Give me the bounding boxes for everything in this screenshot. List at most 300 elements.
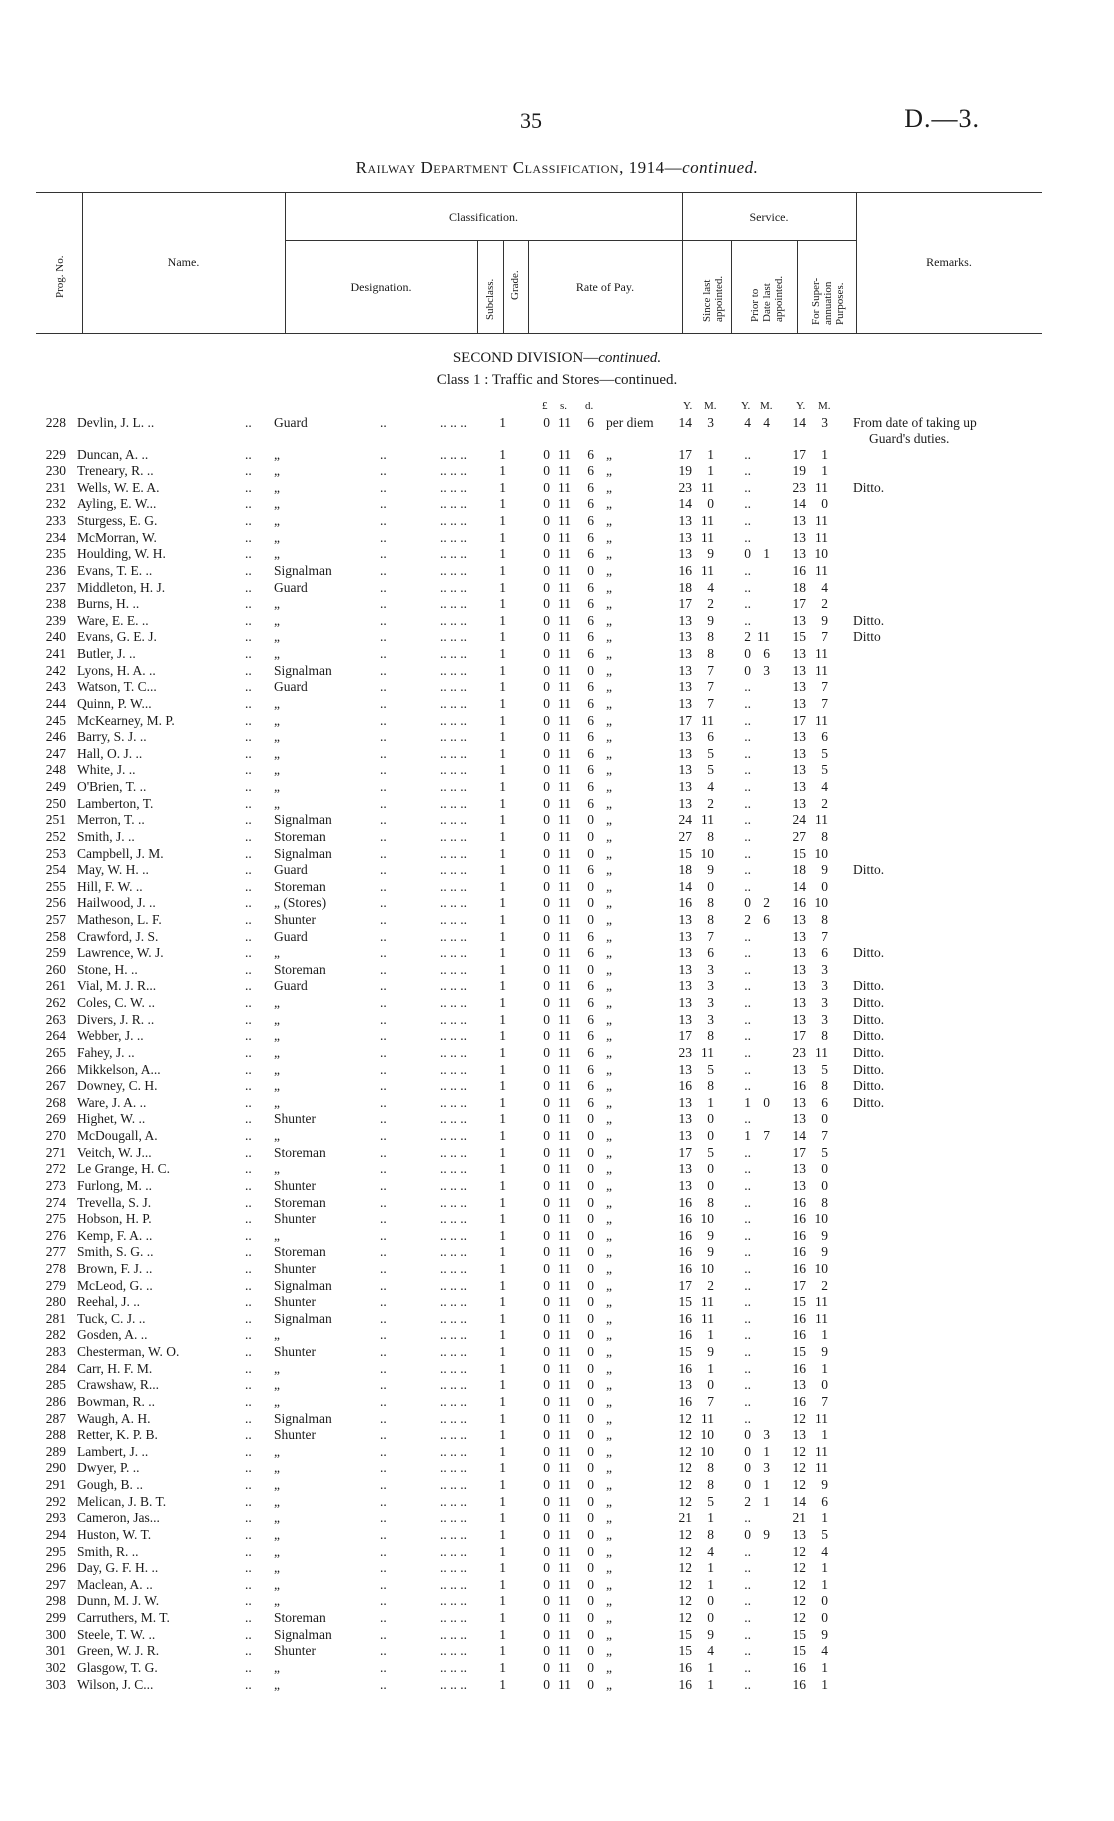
rate-shillings: 11	[558, 1211, 571, 1227]
leader-dots: ..	[380, 845, 387, 861]
rate-pence: 6	[587, 679, 594, 695]
table-row	[0, 1012, 1114, 1029]
prog-no: 299	[45, 1610, 66, 1626]
leader-dots: ..	[245, 629, 252, 645]
prog-no: 287	[45, 1410, 66, 1426]
rate-period: „	[606, 1543, 612, 1559]
designation: „	[274, 1593, 280, 1609]
leader-dots: ..	[245, 1477, 252, 1493]
prior-years: ..	[744, 1360, 751, 1376]
super-months: 2	[821, 1277, 828, 1293]
since-months: 2	[707, 596, 714, 612]
super-months: 8	[821, 1078, 828, 1094]
leader-dots: ..	[380, 1510, 387, 1526]
leader-dots: ..	[380, 479, 387, 495]
rate-pounds: 0	[543, 1377, 550, 1393]
rate-shillings: 11	[558, 1128, 571, 1144]
leader-dots: ..	[380, 1344, 387, 1360]
leader-dots: .. .. ..	[440, 795, 467, 811]
leader-dots: ..	[245, 862, 252, 878]
table-row	[0, 812, 1114, 829]
leader-dots: ..	[245, 1610, 252, 1626]
prior-years: ..	[744, 961, 751, 977]
leader-dots: ..	[380, 546, 387, 562]
leader-dots: ..	[245, 745, 252, 761]
rate-shillings: 11	[558, 1543, 571, 1559]
since-months: 9	[707, 1344, 714, 1360]
leader-dots: ..	[380, 1044, 387, 1060]
prog-no: 277	[45, 1244, 66, 1260]
since-months: 6	[707, 729, 714, 745]
leader-dots: ..	[380, 1610, 387, 1626]
leader-dots: ..	[380, 762, 387, 778]
staff-name: Evans, T. E. ..	[77, 562, 153, 578]
super-months: 1	[821, 1560, 828, 1576]
table-row	[0, 696, 1114, 713]
table-row	[0, 1128, 1114, 1145]
since-months: 8	[707, 911, 714, 927]
since-years: 15	[678, 1643, 692, 1659]
leader-dots: ..	[380, 415, 387, 430]
since-years: 16	[678, 1360, 692, 1376]
super-years: 13	[792, 1111, 806, 1127]
leader-dots: ..	[245, 895, 252, 911]
header-mid-rule	[285, 240, 856, 241]
super-years: 13	[792, 995, 806, 1011]
super-months: 4	[821, 1543, 828, 1559]
since-months: 8	[707, 629, 714, 645]
prior-years: ..	[744, 1211, 751, 1227]
rate-pounds: 0	[543, 1410, 550, 1426]
prog-no: 275	[45, 1211, 66, 1227]
rate-pence: 0	[587, 1643, 594, 1659]
subclass: 1	[499, 1460, 506, 1476]
subclass: 1	[499, 1011, 506, 1027]
prior-years: ..	[744, 1610, 751, 1626]
leader-dots: ..	[380, 729, 387, 745]
super-months: 3	[821, 995, 828, 1011]
leader-dots: ..	[380, 1427, 387, 1443]
leader-dots: .. .. ..	[440, 1028, 467, 1044]
section-title	[0, 350, 1114, 367]
rate-pence: 0	[587, 845, 594, 861]
rate-pence: 0	[587, 1244, 594, 1260]
since-years: 27	[678, 828, 692, 844]
super-months: 3	[821, 978, 828, 994]
leader-dots: ..	[380, 1111, 387, 1127]
designation: Shunter	[274, 1344, 316, 1360]
designation: „	[274, 945, 280, 961]
table-row	[0, 912, 1114, 929]
subclass: 1	[499, 513, 506, 529]
prog-no: 262	[45, 995, 66, 1011]
staff-name: Ware, J. A. ..	[77, 1094, 147, 1110]
since-months: 11	[701, 712, 714, 728]
rate-pounds: 0	[543, 1443, 550, 1459]
prog-no: 300	[45, 1626, 66, 1642]
rate-period: „	[606, 1393, 612, 1409]
table-row	[0, 1062, 1114, 1079]
leader-dots: .. .. ..	[440, 1227, 467, 1243]
leader-dots: ..	[245, 596, 252, 612]
subclass: 1	[499, 762, 506, 778]
leader-dots: .. .. ..	[440, 1643, 467, 1659]
rate-pence: 6	[587, 546, 594, 562]
prog-no: 242	[45, 662, 66, 678]
header-for-super-2: annuation	[822, 281, 834, 325]
super-years: 24	[792, 812, 806, 828]
super-years: 17	[792, 712, 806, 728]
prog-no: 243	[45, 679, 66, 695]
since-years: 16	[678, 1393, 692, 1409]
since-years: 13	[678, 1128, 692, 1144]
leader-dots: ..	[380, 1560, 387, 1576]
since-months: 3	[707, 1011, 714, 1027]
leader-dots: ..	[380, 1543, 387, 1559]
super-years: 12	[792, 1610, 806, 1626]
leader-dots: ..	[245, 1676, 252, 1692]
since-months: 4	[707, 1643, 714, 1659]
prior-years: ..	[744, 1177, 751, 1193]
table-row	[0, 1460, 1114, 1477]
leader-dots: ..	[380, 1377, 387, 1393]
prior-years: 2	[744, 629, 751, 645]
leader-dots: .. .. ..	[440, 1676, 467, 1692]
designation: Guard	[274, 862, 308, 878]
super-months: 0	[821, 1161, 828, 1177]
rate-period: „	[606, 795, 612, 811]
leader-dots: ..	[380, 1161, 387, 1177]
rate-pounds: 0	[543, 1427, 550, 1443]
staff-name: Steele, T. W. ..	[77, 1626, 156, 1642]
rate-pence: 0	[587, 1277, 594, 1293]
table-row	[0, 1377, 1114, 1394]
leader-dots: ..	[380, 1477, 387, 1493]
designation: „	[274, 1477, 280, 1493]
since-months: 3	[707, 995, 714, 1011]
staff-name: Gosden, A. ..	[77, 1327, 148, 1343]
prog-no: 282	[45, 1327, 66, 1343]
leader-dots: ..	[380, 1094, 387, 1110]
since-years: 13	[678, 795, 692, 811]
prior-years: ..	[744, 1194, 751, 1210]
rate-pounds: 0	[543, 1477, 550, 1493]
table-row	[0, 646, 1114, 663]
prior-years: ..	[744, 562, 751, 578]
since-months: 11	[701, 1410, 714, 1426]
since-years: 17	[678, 446, 692, 462]
leader-dots: ..	[245, 1144, 252, 1160]
super-months: 6	[821, 729, 828, 745]
col-divider	[477, 240, 478, 333]
leader-dots: .. .. ..	[440, 1044, 467, 1060]
prior-years: ..	[744, 596, 751, 612]
prog-no: 302	[45, 1659, 66, 1675]
staff-name: Smith, S. G. ..	[77, 1244, 154, 1260]
rate-pounds: 0	[543, 1576, 550, 1592]
leader-dots: .. .. ..	[440, 1393, 467, 1409]
rate-period: „	[606, 1044, 612, 1060]
leader-dots: ..	[245, 1626, 252, 1642]
staff-name: Smith, J. ..	[77, 828, 135, 844]
since-years: 14	[678, 878, 692, 894]
prior-years: ..	[744, 1261, 751, 1276]
prog-no: 231	[45, 479, 66, 495]
rate-period: „	[606, 779, 612, 795]
table-row	[0, 995, 1114, 1012]
leader-dots: ..	[245, 762, 252, 778]
since-months: 1	[707, 1659, 714, 1675]
rate-shillings: 11	[558, 1427, 571, 1443]
super-years: 21	[792, 1510, 806, 1526]
since-years: 13	[678, 1011, 692, 1027]
subclass: 1	[499, 978, 506, 994]
rate-shillings: 11	[558, 812, 571, 828]
staff-name: Matheson, L. F.	[77, 911, 162, 927]
rate-pence: 6	[587, 712, 594, 728]
rate-pence: 6	[587, 579, 594, 595]
leader-dots: ..	[380, 928, 387, 944]
leader-dots: ..	[245, 479, 252, 495]
super-months: 9	[821, 1626, 828, 1642]
designation: Storeman	[274, 1144, 326, 1160]
rate-period: „	[606, 1410, 612, 1426]
subclass: 1	[499, 1028, 506, 1044]
rate-pounds: 0	[543, 1144, 550, 1160]
rate-pence: 6	[587, 795, 594, 811]
subclass: 1	[499, 779, 506, 795]
since-months: 10	[700, 1261, 714, 1276]
leader-dots: ..	[245, 845, 252, 861]
subclass: 1	[499, 845, 506, 861]
staff-name: Stone, H. ..	[77, 961, 138, 977]
table-row	[0, 879, 1114, 896]
rate-period: „	[606, 646, 612, 662]
staff-name: Reehal, J. ..	[77, 1294, 140, 1310]
rate-pence: 0	[587, 1493, 594, 1509]
leader-dots: ..	[380, 1028, 387, 1044]
staff-name: Ware, E. E. ..	[77, 612, 149, 628]
since-months: 3	[707, 978, 714, 994]
leader-dots: .. .. ..	[440, 1477, 467, 1493]
prior-years: ..	[744, 1294, 751, 1310]
since-years: 12	[678, 1610, 692, 1626]
leader-dots: .. .. ..	[440, 695, 467, 711]
prior-months: 4	[763, 415, 770, 430]
prog-no: 296	[45, 1560, 66, 1576]
table-row	[0, 1544, 1114, 1561]
super-years: 13	[792, 662, 806, 678]
since-years: 13	[678, 911, 692, 927]
super-months: 1	[821, 1327, 828, 1343]
super-months: 8	[821, 1194, 828, 1210]
rate-shillings: 11	[558, 1011, 571, 1027]
rate-pence: 0	[587, 1477, 594, 1493]
rate-shillings: 11	[558, 995, 571, 1011]
prior-years: ..	[744, 579, 751, 595]
staff-name: Devlin, J. L. ..	[77, 415, 155, 430]
prior-years: ..	[744, 1393, 751, 1409]
staff-name: Middleton, H. J.	[77, 579, 166, 595]
designation: „	[274, 1061, 280, 1077]
leader-dots: ..	[245, 1310, 252, 1326]
designation: „	[274, 995, 280, 1011]
subclass: 1	[499, 1427, 506, 1443]
prog-no: 230	[45, 463, 66, 479]
since-months: 5	[707, 1493, 714, 1509]
leader-dots: .. .. ..	[440, 1011, 467, 1027]
remarks-continued: Guard's duties.	[869, 431, 950, 446]
table-row	[0, 1078, 1114, 1095]
subclass: 1	[499, 1526, 506, 1542]
since-years: 12	[678, 1460, 692, 1476]
since-months: 1	[707, 1360, 714, 1376]
table-row	[0, 862, 1114, 879]
super-months: 0	[821, 496, 828, 512]
since-years: 13	[678, 1161, 692, 1177]
table-row	[0, 1228, 1114, 1245]
prior-years: 0	[744, 1460, 751, 1476]
rate-pence: 0	[587, 1443, 594, 1459]
rate-period: „	[606, 446, 612, 462]
rate-pence: 6	[587, 646, 594, 662]
leader-dots: ..	[245, 1427, 252, 1443]
leader-dots: .. .. ..	[440, 1128, 467, 1144]
designation: Shunter	[274, 1177, 316, 1193]
leader-dots: ..	[245, 1360, 252, 1376]
remarks: Ditto.	[853, 1028, 885, 1044]
leader-dots: ..	[245, 928, 252, 944]
super-years: 13	[792, 646, 806, 662]
subclass: 1	[499, 1177, 506, 1193]
prog-no: 264	[45, 1028, 66, 1044]
staff-name: Butler, J. ..	[77, 646, 136, 662]
super-years: 16	[792, 1227, 806, 1243]
prior-years: 1	[744, 1128, 751, 1144]
rate-pounds: 0	[543, 1227, 550, 1243]
col-divider	[731, 240, 732, 333]
prog-no: 239	[45, 612, 66, 628]
prior-years: ..	[744, 945, 751, 961]
since-years: 13	[678, 529, 692, 545]
table-row	[0, 895, 1114, 912]
rate-period: „	[606, 546, 612, 562]
rate-pounds: 0	[543, 945, 550, 961]
remarks: Ditto	[853, 629, 881, 645]
rate-pence: 6	[587, 745, 594, 761]
prog-no: 284	[45, 1360, 66, 1376]
unit-shilling: s.	[560, 400, 568, 412]
remarks: Ditto.	[853, 1011, 885, 1027]
header-subclass: Subclass.	[484, 278, 496, 320]
subclass: 1	[499, 928, 506, 944]
leader-dots: ..	[245, 446, 252, 462]
super-years: 13	[792, 1177, 806, 1193]
leader-dots: ..	[245, 1593, 252, 1609]
super-months: 5	[821, 1061, 828, 1077]
since-months: 9	[707, 862, 714, 878]
since-years: 13	[678, 945, 692, 961]
rate-pounds: 0	[543, 415, 550, 430]
leader-dots: .. .. ..	[440, 1294, 467, 1310]
rate-period: „	[606, 911, 612, 927]
rate-period: „	[606, 729, 612, 745]
rate-pounds: 0	[543, 779, 550, 795]
since-years: 21	[678, 1510, 692, 1526]
super-months: 11	[815, 646, 828, 662]
subclass: 1	[499, 629, 506, 645]
designation: „	[274, 1078, 280, 1094]
prog-no: 272	[45, 1161, 66, 1177]
super-months: 9	[821, 1344, 828, 1360]
rate-pounds: 0	[543, 1194, 550, 1210]
table-row	[0, 1294, 1114, 1311]
prior-years: ..	[744, 995, 751, 1011]
staff-name: Dwyer, P. ..	[77, 1460, 140, 1476]
since-years: 16	[678, 1244, 692, 1260]
rate-shillings: 11	[558, 1493, 571, 1509]
super-years: 17	[792, 596, 806, 612]
since-months: 11	[701, 562, 714, 578]
since-years: 16	[678, 1194, 692, 1210]
super-months: 11	[815, 562, 828, 578]
staff-name: Crawford, J. S.	[77, 928, 159, 944]
leader-dots: ..	[380, 945, 387, 961]
leader-dots: ..	[380, 579, 387, 595]
leader-dots: .. .. ..	[440, 479, 467, 495]
since-years: 16	[678, 1261, 692, 1276]
staff-name: White, J. ..	[77, 762, 136, 778]
leader-dots: ..	[380, 1227, 387, 1243]
since-years: 15	[678, 1626, 692, 1642]
leader-dots: ..	[380, 1327, 387, 1343]
since-months: 0	[707, 1177, 714, 1193]
prog-no: 289	[45, 1443, 66, 1459]
rate-pounds: 0	[543, 479, 550, 495]
rate-shillings: 11	[558, 562, 571, 578]
staff-name: Hobson, H. P.	[77, 1211, 152, 1227]
designation: „	[274, 546, 280, 562]
super-years: 13	[792, 1011, 806, 1027]
rate-pence: 0	[587, 1377, 594, 1393]
designation: Signalman	[274, 1310, 332, 1326]
rate-shillings: 11	[558, 679, 571, 695]
rate-period: „	[606, 812, 612, 828]
header-name: Name.	[167, 255, 200, 269]
rate-pounds: 0	[543, 562, 550, 578]
rate-period: „	[606, 1227, 612, 1243]
super-years: 14	[792, 878, 806, 894]
since-months: 5	[707, 762, 714, 778]
since-months: 1	[707, 1094, 714, 1110]
rate-pounds: 0	[543, 513, 550, 529]
since-months: 8	[707, 1078, 714, 1094]
prog-no: 297	[45, 1576, 66, 1592]
leader-dots: ..	[380, 1460, 387, 1476]
table-row	[0, 1643, 1114, 1660]
rate-period: „	[606, 1460, 612, 1476]
prior-years: 1	[744, 1094, 751, 1110]
prog-no: 267	[45, 1078, 66, 1094]
rate-period: „	[606, 1560, 612, 1576]
header-grade: Grade.	[509, 270, 521, 300]
prog-no: 250	[45, 795, 66, 811]
rate-pounds: 0	[543, 695, 550, 711]
prog-no: 270	[45, 1128, 66, 1144]
rate-pounds: 0	[543, 1327, 550, 1343]
subclass: 1	[499, 1377, 506, 1393]
leader-dots: ..	[245, 1543, 252, 1559]
